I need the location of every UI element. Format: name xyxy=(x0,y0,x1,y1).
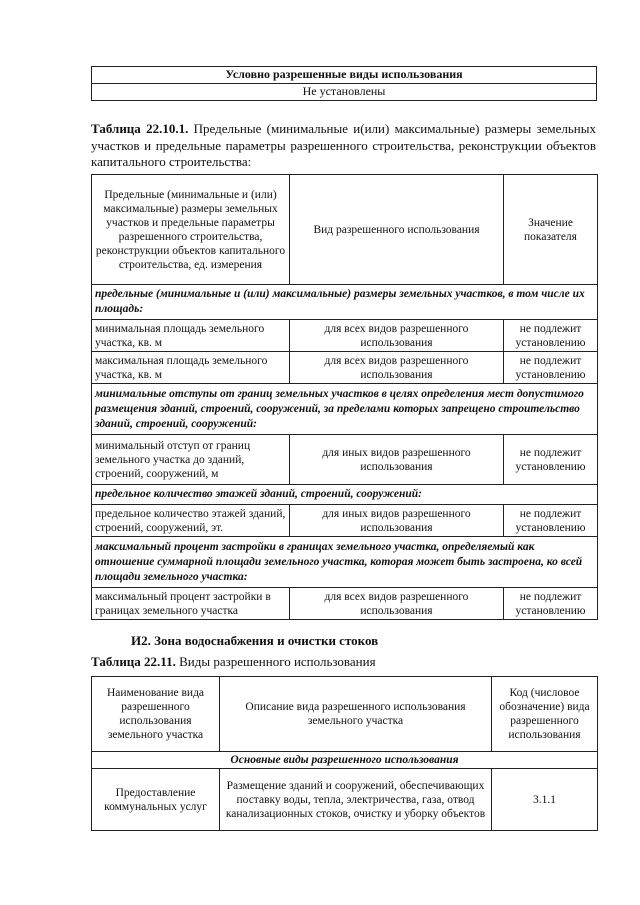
section-title: И2. Зона водоснабжения и очистки стоков xyxy=(131,633,379,648)
table-row xyxy=(92,435,598,485)
value-cell: не подлежит установлению xyxy=(504,435,598,485)
parameter-cell: предельное количество этажей зданий, строений, сооружений, эт. xyxy=(92,505,290,537)
table-row xyxy=(92,352,598,384)
group-title-plot-sizes: предельные (минимальные и (или) максимальные) размеры земельных участков, в том числе их площадь: xyxy=(92,285,598,320)
caption-text: Виды разрешенного использования xyxy=(175,654,376,669)
table-22-11-caption xyxy=(91,654,596,671)
table-row xyxy=(92,505,598,537)
table-row xyxy=(92,769,598,831)
column-header: Значение показателя xyxy=(504,175,598,285)
caption-text: Предельные (минимальные и(или) максимальные) размеры земельных участков и предельные параметры разрешенного строительства, реконструкции объектов капитального строительства: xyxy=(91,121,596,169)
group-title-floors: предельное количество этажей зданий, строений, сооружений: xyxy=(92,485,598,505)
use-type-cell: для иных видов разрешенного использования xyxy=(290,505,504,537)
group-title-build-percent: максимальный процент застройки в границах земельного участка, определяемый как отношение суммарной площади земельного участка, которая может быть застроена, ко всей площади земельного участка: xyxy=(92,537,598,588)
table-22-10-1-caption xyxy=(91,121,596,171)
use-type-cell: для всех видов разрешенного использования xyxy=(290,320,504,352)
use-code-cell: 3.1.1 xyxy=(492,769,598,831)
parameter-cell: минимальный отступ от границ земельного участка до зданий, строений, сооружений, м xyxy=(92,435,290,485)
value-cell: не подлежит установлению xyxy=(504,588,598,620)
value-cell: не подлежит установлению xyxy=(504,352,598,384)
caption-label: Таблица 22.11. xyxy=(91,654,176,669)
limit-parameters-table xyxy=(91,174,598,620)
table-row xyxy=(92,588,598,620)
use-description-cell: Размещение зданий и сооружений, обеспечивающих поставку воды, тепла, электричества, газа, отвод канализационных стоков, очистку и уборку объектов xyxy=(220,769,492,831)
value-cell: не подлежит установлению xyxy=(504,320,598,352)
table-row xyxy=(92,320,598,352)
use-type-cell: для всех видов разрешенного использования xyxy=(290,352,504,384)
parameter-cell: максимальный процент застройки в границах земельного участка xyxy=(92,588,290,620)
use-name-cell: Предоставление коммунальных услуг xyxy=(92,769,220,831)
group-title-main-uses: Основные виды разрешенного использования xyxy=(92,752,598,769)
column-header: Вид разрешенного использования xyxy=(290,175,504,285)
use-type-cell: для всех видов разрешенного использования xyxy=(290,588,504,620)
permitted-uses-table xyxy=(91,676,598,831)
conditional-uses-header: Условно разрешенные виды использования xyxy=(92,67,597,84)
caption-label: Таблица 22.10.1. xyxy=(91,121,189,136)
conditional-uses-table xyxy=(91,66,597,101)
conditional-uses-value: Не установлены xyxy=(92,84,597,101)
column-header: Описание вида разрешенного использования земельного участка xyxy=(220,677,492,752)
column-header: Наименование вида разрешенного использования земельного участка xyxy=(92,677,220,752)
column-header: Код (числовое обозначение) вида разрешенного использования xyxy=(492,677,598,752)
parameter-cell: минимальная площадь земельного участка, кв. м xyxy=(92,320,290,352)
use-type-cell: для иных видов разрешенного использования xyxy=(290,435,504,485)
parameter-cell: максимальная площадь земельного участка, кв. м xyxy=(92,352,290,384)
value-cell: не подлежит установлению xyxy=(504,505,598,537)
group-title-setbacks: минимальные отступы от границ земельных участков в целях определения мест допустимого размещения зданий, строений, сооружений, за пределами которых запрещено строительство зданий, строений, сооружений: xyxy=(92,384,598,435)
column-header: Предельные (минимальные и (или) максимальные) размеры земельных участков и предельные параметры разрешенного строительства, реконструкции объектов капитального строительства, ед. измерения xyxy=(92,175,290,285)
